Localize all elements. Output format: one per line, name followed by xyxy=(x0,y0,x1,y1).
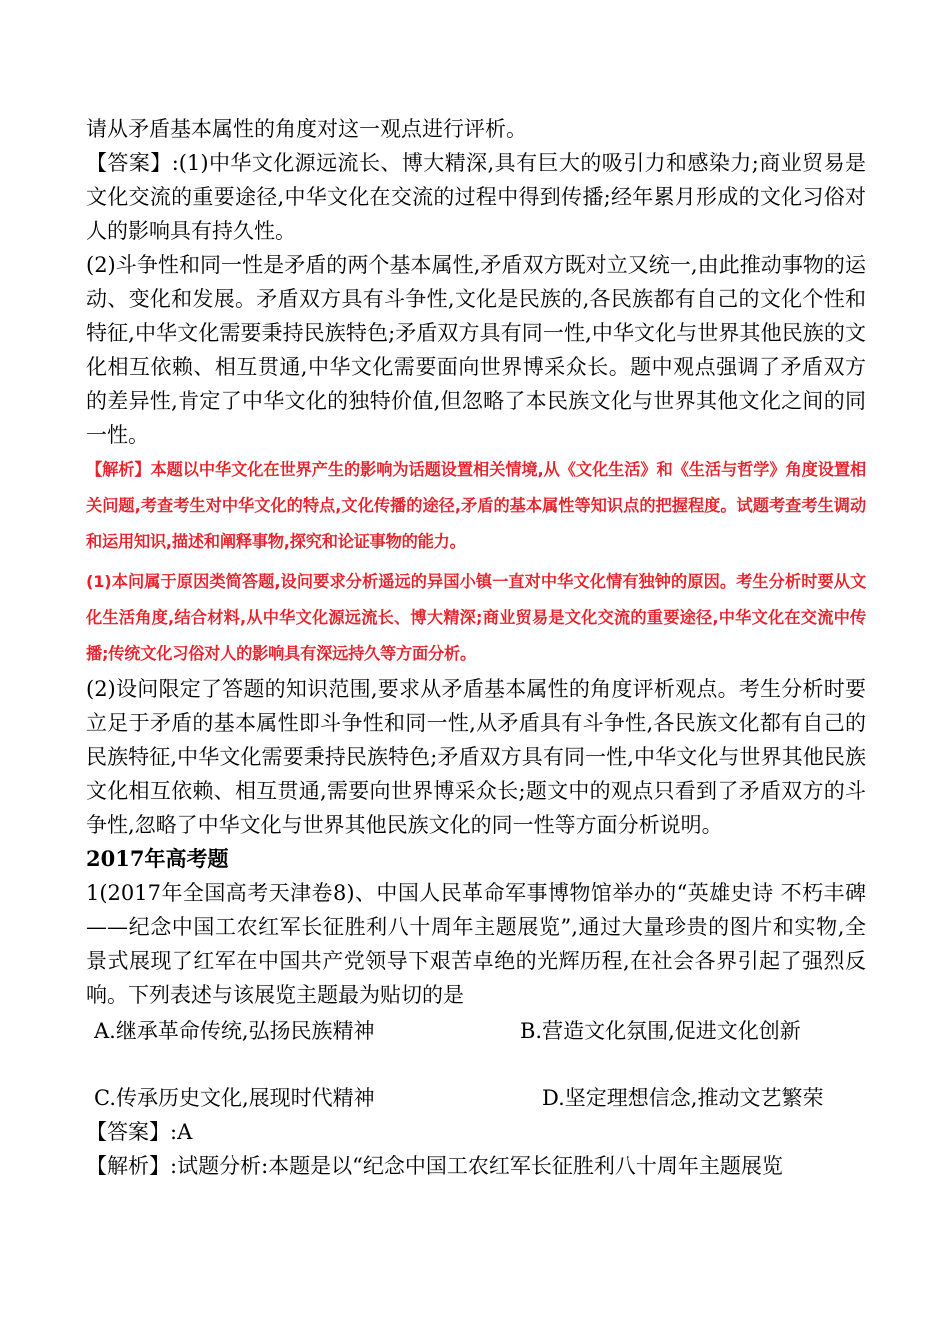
prev-analysis-part2: (2)设问限定了答题的知识范围,要求从矛盾基本属性的角度评析观点。考生分析时要立足于矛盾的基本属性即斗争性和同一性,从矛盾具有斗争性,各民族文化都有自己的民族特征,中华文化需要秉持民族特色;矛盾双方具有同一性,中华文化与世界其他民族文化相互依赖、相互贯通,需要向世界博采众长;题文中的观点只看到了矛盾双方的斗争性,忽略了中华文化与世界其他民族文化的同一性等方面分析说明。 xyxy=(86,677,866,837)
question1-answer: 【答案】:A xyxy=(86,1120,193,1144)
prev-answer-part2: (2)斗争性和同一性是矛盾的两个基本属性,矛盾双方既对立又统一,由此推动事物的运动、变化和发展。矛盾双方具有斗争性,文化是民族的,各民族都有自己的文化个性和特征,中华文化需要秉持民族特色;矛盾双方具有同一性,中华文化与世界其他民族的文化相互依赖、相互贯通,中华文化需要面向世界博采众长。题中观点强调了矛盾双方的差异性,肯定了中华文化的独特价值,但忽略了本民族文化与世界其他文化之间的同一性。 xyxy=(86,253,866,447)
option-d: D.坚定理想信念,推动文艺繁荣 xyxy=(542,1086,824,1110)
option-c: C.传承历史文化,展现时代精神 xyxy=(94,1086,375,1110)
options-spacer xyxy=(86,1048,866,1079)
prev-question-tail: 请从矛盾基本属性的角度对这一观点进行评析。 xyxy=(86,117,527,141)
prev-answer-part1: 【答案】:(1)中华文化源远流长、博大精深,具有巨大的吸引力和感染力;商业贸易是文化交流的重要途径,中华文化在交流的过程中得到传播;经年累月形成的文化习俗对人的影响具有持久性。 xyxy=(86,151,866,243)
prev-analysis-part1: (1)本问属于原因类简答题,设问要求分析遥远的异国小镇一直对中华文化情有独钟的原因。考生分析时要从文化生活角度,结合材料,从中华文化源远流长、博大精深;商业贸易是文化交流的重要途径,中华文化在交流中传播;传统文化习俗对人的影响具有深远持久等方面分析。 xyxy=(86,572,866,663)
section-heading: 2017年高考题 xyxy=(86,846,229,871)
question1-stem: 1(2017年全国高考天津卷8)、中国人民革命军事博物馆举办的“英雄史诗 不朽丰碑——纪念中国工农红军长征胜利八十周年主题展览”,通过大量珍贵的图片和实物,全景式展现了红军在中国共产党领导下艰苦卓绝的光辉历程,在社会各界引起了强烈反响。下列表述与该展览主题最为贴切的是 xyxy=(86,881,866,1007)
question1-options-row1 xyxy=(86,1014,866,1048)
option-a: A.继承革命传统,弘扬民族精神 xyxy=(94,1019,375,1043)
option-b: B.营造文化氛围,促进文化创新 xyxy=(520,1019,801,1043)
prev-analysis-intro: 【解析】本题以中华文化在世界产生的影响为话题设置相关情境,从《文化生活》和《生活与哲学》角度设置相关问题,考查考生对中华文化的特点,文化传播的途径,矛盾的基本属性等知识点的把握程度。试题考查考生调动和运用知识,描述和阐释事物,探究和论证事物的能力。 xyxy=(86,460,866,551)
document-page xyxy=(86,112,866,1183)
question1-options-row2 xyxy=(86,1081,866,1115)
question1-analysis-start: 【解析】:试题分析:本题是以“纪念中国工农红军长征胜利八十周年主题展览 xyxy=(86,1154,783,1178)
